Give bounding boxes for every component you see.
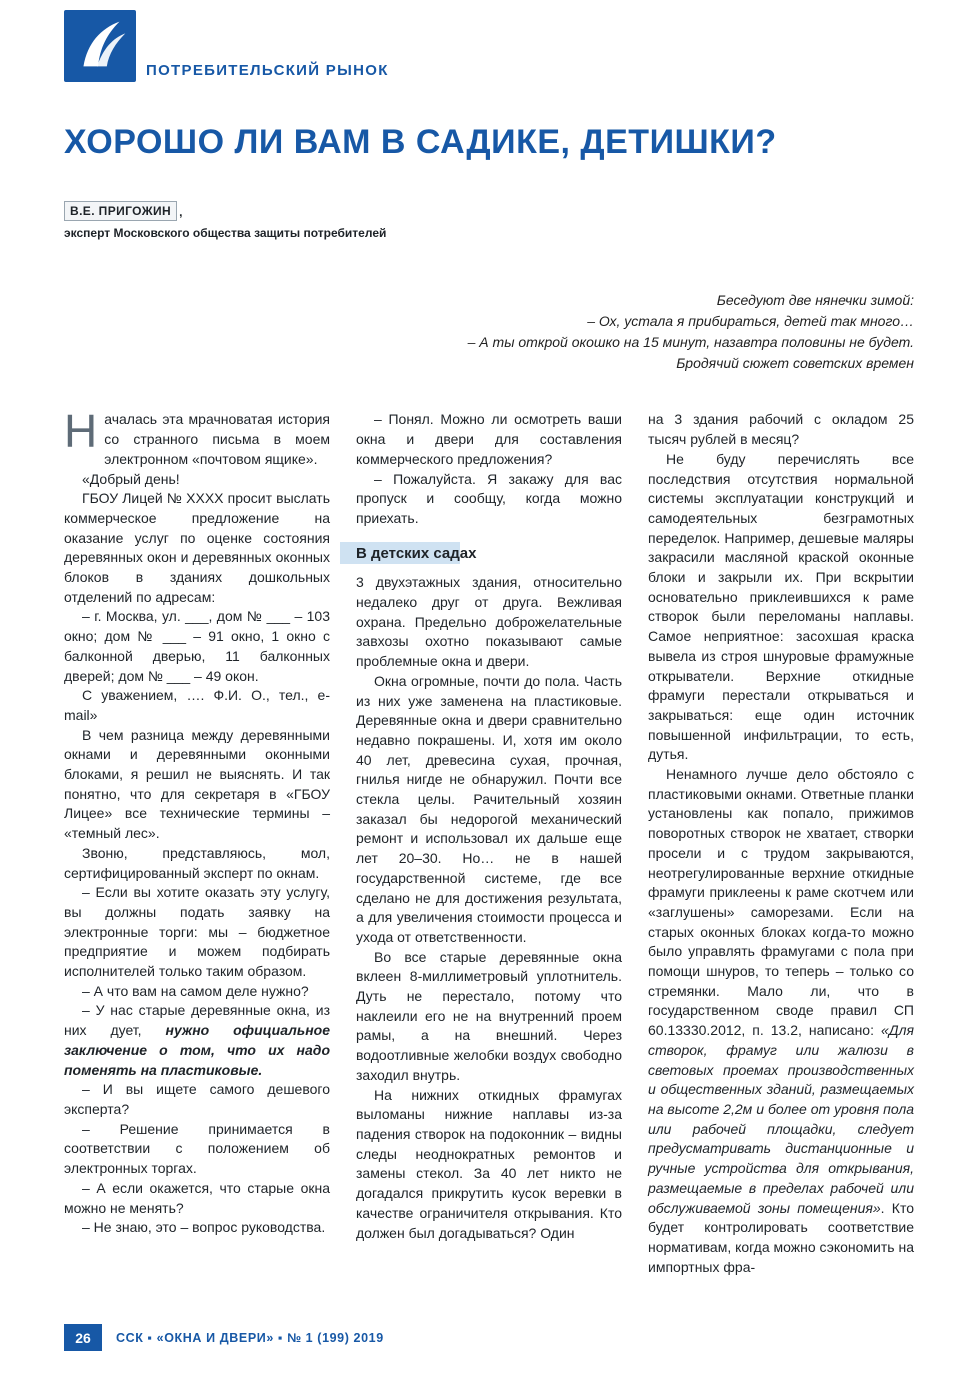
publisher-logo-icon bbox=[64, 10, 136, 82]
epigraph-line: Бродячий сюжет советских времен bbox=[676, 355, 914, 372]
section-header: ПОТРЕБИТЕЛЬСКИЙ РЫНОК bbox=[146, 62, 389, 79]
page-number-badge: 26 bbox=[64, 1324, 102, 1351]
dialog-line: – Пожалуйста. Я закажу для вас пропуск и сообщу, когда можно приехать. bbox=[356, 470, 622, 526]
epigraph-line: – А ты открой окошко на 15 минут, назавтра половины не будет. bbox=[467, 334, 914, 351]
paragraph: Во все старые деревянные окна вклеен 8-миллиметровый уплотнитель. Дуть не перестало, потому что наклеили его не на внутренний проем рамы, а на внешний. Через водоотливные желобки воздух свободно заходил внутрь. bbox=[356, 948, 622, 1083]
dialog-line: – Понял. Можно ли осмотреть ваши окна и двери для составления коммерческого предложения? bbox=[356, 411, 622, 467]
masthead bbox=[64, 0, 914, 82]
paragraph: Окна огромные, почти до пола. Часть из них уже заменена на пластиковые. Деревянные окна и двери сравнительно недавно покрашены. И, хотя им около 40 лет, древесина сухая, прочная, гнилья нигде не обнаружил. Почти все стекла целы. Рачительный хозяин заказал бы недорогой механический ремонт и использовал их дальше еще лет 20–30. Но… не в нашей государственной системе, где все сделано не для достижения результата, а для увеличения стоимости процесса и ухода от ответственности. bbox=[356, 672, 622, 945]
epigraph-line: Беседуют две нянечки зимой: bbox=[716, 292, 914, 309]
dialog-line: – А что вам на самом деле нужно? bbox=[82, 982, 309, 999]
paragraph: Не буду перечислять все последствия отсутствия нормальной системы эксплуатации конструкций и самодеятельных безграмотных переделок. Например, дешевые маляры закрасили масляной краской оконные блоки и закрыли их. При вскрытии основательно приклеившихся к раме створок были переломаны наплавы. Самое неприятное: засохшая краска вывела из строя шнуровые фрамужные открыватели. Верхние откидные фрамуги перестали открываться и закрываться: еще один источник повышенной инфильтрации, то есть, дутья. bbox=[648, 450, 914, 763]
dialog-line: – Не знаю, это – вопрос руководства. bbox=[82, 1219, 326, 1236]
quote-text: «Для створок, фрамуг или жалюзи в световых проемах производственных и общественных зданий, размещаемых на высоте 2,2м и более от уровня пола или рабочей площадки, следует предусматривать дистанционные и ручные устройства для открывания, размещаемые в пределах рабочей или обслуживаемой зоны помещения» bbox=[648, 1022, 914, 1216]
paragraph: «Добрый день! bbox=[82, 470, 180, 487]
emphasis-text: нужно официальное заключение о том, что их надо поменять на пластиковые. bbox=[64, 1022, 330, 1078]
paragraph: на 3 здания рабочий с окладом 25 тысяч рублей в месяц? bbox=[648, 411, 914, 448]
author-block bbox=[64, 201, 914, 240]
paragraph: На нижних откидных фрамугах выломаны нижние наплавы из-за падения створок на подоконник – видны следы неоднократных ремонтов и замены стекол. За 40 лет никто не догадался прикрутить кусок веревки в качестве ограничителя открывания. Кто должен был догадываться? Один bbox=[356, 1086, 622, 1241]
author-comma: , bbox=[179, 205, 183, 220]
paragraph: В чем разница между деревянными окнами и деревянными оконными блоками, я решил не выяснять. И так понятно, что для секретаря в «ГБОУ Лицее» все технические термины – «темный лес». bbox=[64, 726, 330, 842]
dialog-line: – И вы ищете самого дешевого эксперта? bbox=[64, 1081, 330, 1117]
subheading: В детских садах bbox=[356, 544, 622, 564]
dialog-line: – А если окажется, что старые окна можно не менять? bbox=[64, 1179, 330, 1216]
dialog-line: – Решение принимается в соответствии с положением об электронных торгах. bbox=[64, 1120, 330, 1177]
dialog-line: – Если вы хотите оказать эту услугу, вы должны подать заявку на электронные торги: мы – бюджетное предприятие и можем подбирать исполнителей только таким образом. bbox=[64, 884, 330, 980]
page-footer bbox=[64, 1324, 384, 1351]
paragraph: 3 двухэтажных здания, относительно недалеко друг от друга. Вежливая охрана. Предельно доброжелательные завхозы охотно показывают самые проблемные окна и двери. bbox=[356, 574, 622, 670]
epigraph-line: – Ох, устала я прибираться, детей так много… bbox=[587, 313, 914, 330]
column-2 bbox=[356, 410, 622, 1277]
paragraph: Началась эта мрачноватая история со странного письма в моем электронном «почтовом ящике». bbox=[64, 405, 330, 467]
paragraph: Ненамного лучше дело обстояло с пластиковыми окнами. Ответные планки установлены как попало, прижимов поворотных створок не хватает, створки просели и с трудом закрываются, неотрегулированные верхние откидные фрамуги приклеены к раме скотчем или «заглушены» саморезами. Если на старых оконных блоках когда-то можно было управлять фрамугами с пола при помощи шнуров, то теперь – только со стремянки. Мало ли, что в государственном своде правил СП 60.13330.2012, п. 13.2, написано: «Для створок, фрамуг или жалюзи в световых проемах производственных и общественных зданий, размещаемых на высоте 2,2м и более от уровня пола или рабочей площадки, следует предусматривать дистанционные и ручные устройства для открывания, размещаемые в пределах рабочей или обслуживаемой зоны помещения». Кто будет контролировать соответствие нормативам, когда можно сэкономить на импортных фра- bbox=[648, 766, 915, 1275]
paragraph: – г. Москва, ул. ___, дом № ___ – 103 окно; дом № ___ – 91 окно, 1 окно с балконной дверью, 11 балконных дверей; дом № ___ – 49 окон. bbox=[64, 608, 330, 684]
author-name: В.Е. ПРИГОЖИН bbox=[64, 201, 177, 221]
dialog-line: – У нас старые деревянные окна, из них дует, нужно официальное заключение о том, что их надо поменять на пластиковые. bbox=[64, 1002, 330, 1078]
article-body bbox=[64, 405, 915, 1277]
column-3 bbox=[648, 410, 914, 1277]
paragraph: Звоню, представляюсь, мол, сертифицированный эксперт по окнам. bbox=[64, 844, 330, 881]
author-role: эксперт Московского общества защиты потребителей bbox=[64, 226, 387, 241]
paragraph: ГБОУ Лицей № ХХХХ просит выслать коммерческое предложение на оказание услуг по оценке состояния деревянных окон и деревянных оконных блоков в зданиях дошкольных отделений по адресам: bbox=[64, 490, 330, 605]
article-title: ХОРОШО ЛИ ВАМ В САДИКЕ, ДЕТИШКИ? bbox=[64, 123, 777, 161]
epigraph bbox=[64, 290, 914, 374]
journal-title: ССК ▪ «ОКНА И ДВЕРИ» ▪ № 1 (199) 2019 bbox=[116, 1330, 384, 1345]
paragraph: С уважением, …. Ф.И. О., тел., e-mail» bbox=[64, 687, 330, 723]
column-1 bbox=[64, 405, 330, 1277]
drop-cap: Н bbox=[64, 405, 98, 458]
